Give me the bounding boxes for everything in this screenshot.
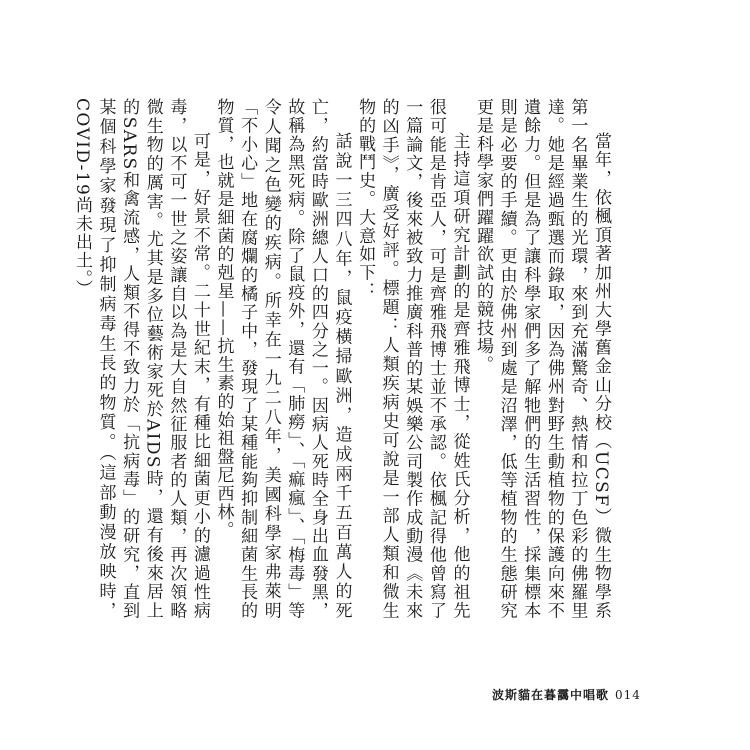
paragraph-1: 當年，依楓頂著加州大學舊金山分校（UCSF）微生物學系第一名畢業生的光環，來到充滿驚奇、熱情和拉丁色彩的佛羅里達。她是經過甄選而錄取，因為佛州對野生動植物的保護向來不遺餘力。但是為了讓科學家們多了解牠們的生活習性，採集標本則是必要的手續。更由於佛州到處是沼澤，低等植物的生態研究更是科學家們躍躍欲試的競技場。 bbox=[473, 98, 611, 620]
paragraph-2: 主持這項研究計劃的是齊雅飛博士，從姓氏分析，他的祖先很可能是肯亞人，可是齊雅飛博士並不承認。依楓記得他曾寫了一篇論文，後來被致力推廣科普的某娛樂公司製作成動漫《未來的凶手》，廣受好評。標題：人類疾病史可說是一部人類和微生物的戰鬥史。大意如下： bbox=[355, 98, 470, 620]
paragraph-3: 話說一三四八年，鼠疫橫掃歐洲，造成兩千五百萬人的死亡，約當時歐洲總人口的四分之一。因病人死時全身出血發黑，故稱為黑死病。除了鼠疫外，還有「肺癆」、「痲瘋」、「梅毒」等令人聞之色變的疾病。所幸在一九二八年，美國科學家弗萊明「不小心」地在腐爛的橘子中，發現了某種能夠抑制細菌生長的物質，也就是細菌的剋星——抗生素的始祖盤尼西林。 bbox=[213, 98, 352, 620]
vertical-body-text bbox=[71, 98, 612, 620]
page-footer bbox=[492, 686, 641, 703]
page-number: 014 bbox=[615, 688, 641, 702]
paragraph-4: 可是，好景不常。二十世紀末，有種比細菌更小的濾過性病毒，以不可一世之姿讓自以為是大自然征服者的人類，再次領略微生物的厲害。尤其是多位藝術家死於AIDS時，還有後來居上的SARS和禽流感，人類不得不致力於「抗病毒」的研究，直到某個科學家發現了抑制病毒生長的物質。（這部動漫放映時，COVID-19尚未出土。） bbox=[71, 98, 210, 620]
running-book-title: 波斯貓在暮靄中唱歌 bbox=[492, 688, 610, 702]
